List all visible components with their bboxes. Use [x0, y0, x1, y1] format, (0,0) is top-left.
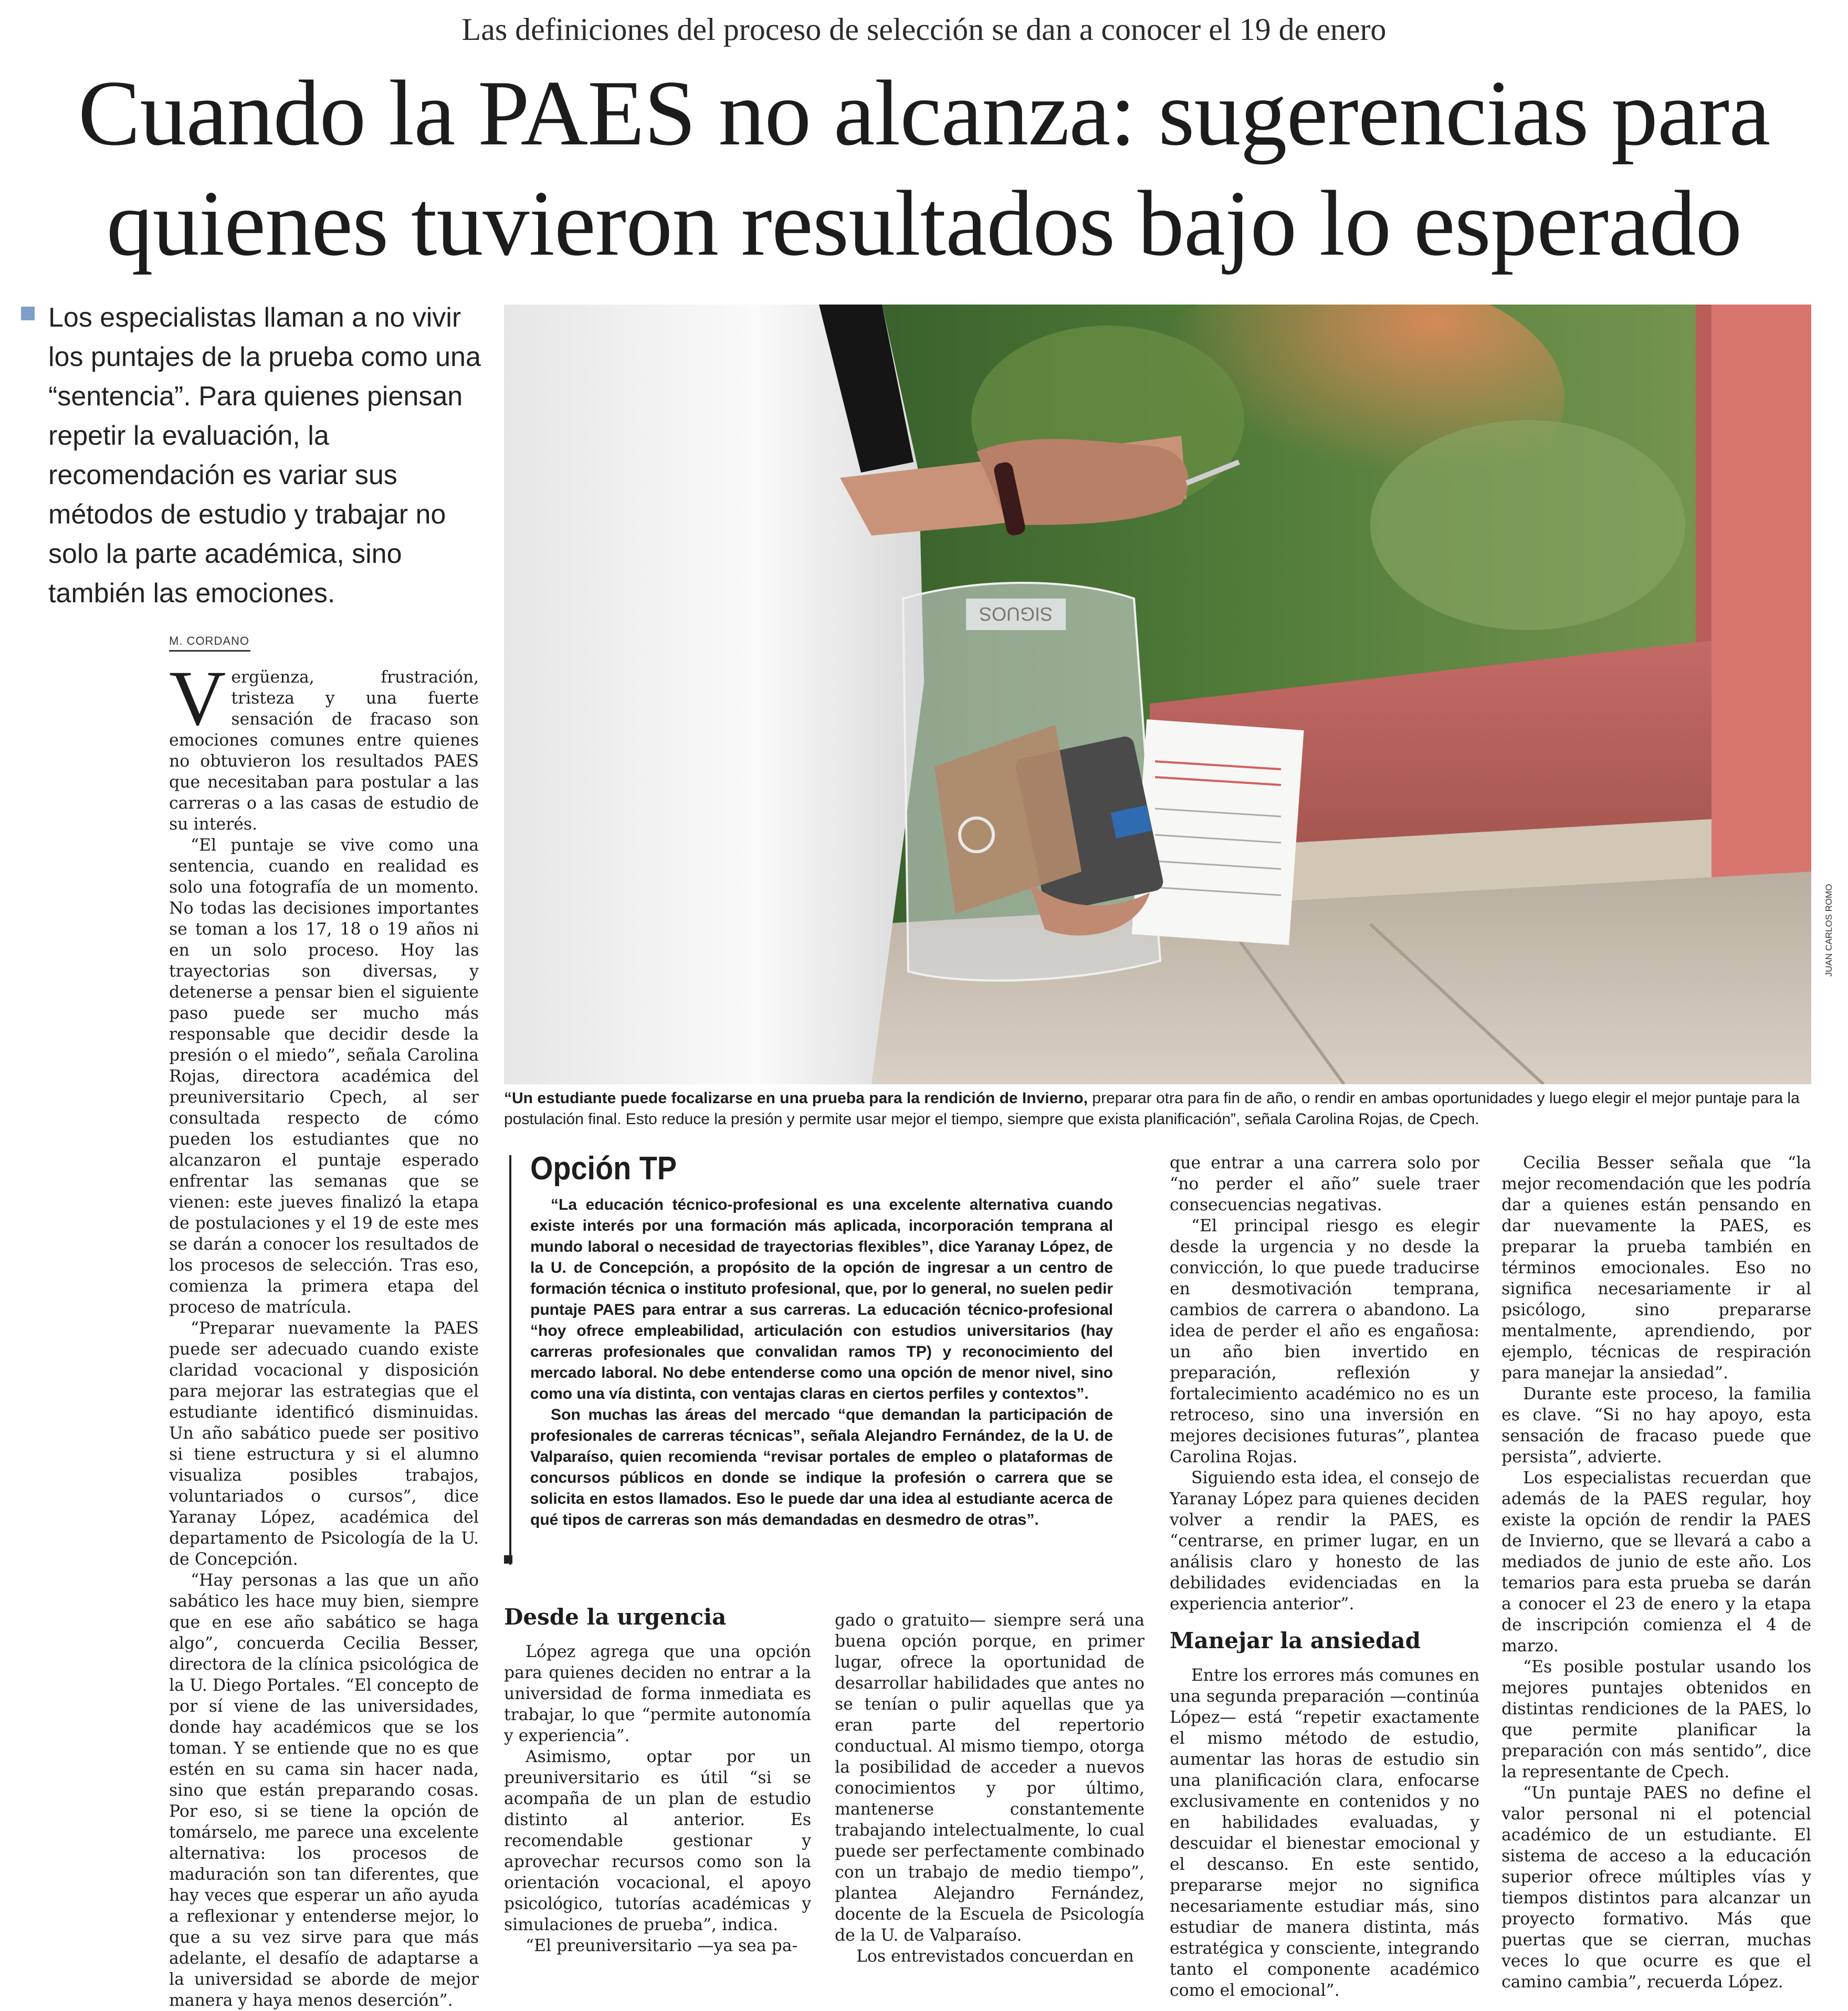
sidebar-title: Opción TP — [530, 1150, 677, 1187]
paragraph: Son muchas las áreas del mercado “que demandan la participación de profesionales de carreras técnicas”, señala Alejandro Fernández, de la U. de Valparaíso, quien recomienda “revisar portales de empleo o plataformas de concursos públicos en donde se indique la profesión o carrera que se solicita en estos llamados. Eso le puede dar una idea al estudiante acerca de qué tipos de carreras son más demandadas en desmedro de otras”. — [530, 1406, 1113, 1528]
paragraph: Los entrevistados concuerdan en — [856, 1947, 1134, 1966]
article-column-5 — [1502, 1153, 1811, 1993]
article-column-3 — [835, 1610, 1144, 1967]
headline — [21, 58, 1827, 278]
photo-caption — [504, 1088, 1811, 1130]
subhead-ansiedad: Manejar la ansiedad — [1170, 1628, 1421, 1653]
sidebar-text — [530, 1195, 1113, 1531]
paragraph: “La educación técnico-profesional es una excelente alternativa cuando existe interés por una formación más aplicada, incorporación temprana al mundo laboral o necesidad de trayectorias flexibles”, dice Yaranay López, de la U. de Concepción, a propósito de la opción de ingresar a un centro de formación técnica o instituto profesional, que, por lo general, no suelen pedir puntaje PAES para entrar a sus carreras. La educación técnico-profesional “hoy ofrece empleabilidad, articulación con estudios universitarios (hay carreras profesionales que convalidan ramos TP) y reconocimiento del mercado laboral. No debe entenderse como una opción de menor nivel, sino como una vía distinta, con ventajas claras en ciertos perfiles y contextos”. — [530, 1196, 1113, 1402]
article-column-4 — [1170, 1153, 1479, 2001]
paragraph: “El puntaje se vive como una sentencia, cuando en realidad es solo una fotografía de un momento. No todas las decisiones importantes se toman a los 17, 18 o 19 años ni en un solo proceso. Hoy las trayectorias son diversas, y detenerse a pensar bien el siguiente paso puede ser mucho más responsable que decidir desde la presión o el miedo”, señala Carolina Rojas, directora académica del preuniversitario Cpech, al ser consultada respecto de cómo pueden los estudiantes que no alcanzaron el puntaje esperado enfrentar las semanas que se vienen: este jueves finalizó la etapa de postulaciones y el 19 de este mes se darán a conocer los resultados de los procesos de selección. Tras eso, comienza la primera etapa del proceso de matrícula. — [169, 836, 479, 1317]
paragraph: “El principal riesgo es elegir desde la urgencia y no desde la convicción, lo que puede traducirse en desmotivación temprana, cambios de carrera o abandono. La idea de perder el año es engañosa: un año bien invertido en preparación, reflexión y fortalecimiento académico no es un retroceso, sino una inversión en mejores decisiones futuras”, plantea Carolina Rojas. — [1170, 1217, 1479, 1467]
paragraph: Entre los errores más comunes en una segunda preparación —continúa López— está “repetir exactamente el mismo método de estudio, aumentar las horas de estudio sin una planificación clara, enfocarse exclusivamente en contenidos y no en habilidades evaluadas, y descuidar el bienestar emocional y el descanso. En este sentido, prepararse mejor no significa necesariamente estudiar más, sino estudiar de manera distinta, más estratégica y consciente, integrando tanto el componente académico como el emocional”. — [1170, 1666, 1479, 2000]
photo-credit: JUAN CARLOS ROMO — [1824, 884, 1834, 977]
bag-label: SIGUOS — [979, 603, 1053, 625]
paragraph: “Preparar nuevamente la PAES puede ser adecuado cuando existe claridad vocacional y disposición para mejorar las estrategias que el estudiante identificó disminuidas. Un año sabático puede ser positivo si tiene estructura y si el alumno visualiza posibles trabajos, voluntariados o cursos”, dice Yaranay López, académica del departamento de Psicología de la U. de Concepción. — [169, 1319, 479, 1569]
paragraph: “Hay personas a las que un año sabático les hace muy bien, siempre que en ese año sabático se haga algo”, concuerda Cecilia Besser, directora de la clínica psicológica de la U. Diego Portales. “El concepto de por sí viene de las universidades, donde hay académicos que se los toman. Y se entiende que no es que estén en su cama sin hacer nada, sino que están preparando cosas. Por eso, si se tiene la opción de tomárselo, me parece una excelente alternativa: los procesos de maduración son tan diferentes, que hay veces que esperar un año ayuda a reflexionar y entenderse mejor, lo que a su vez sirve para que más adelante, el desafío de adaptarse a la universidad se aborde de mejor manera y haya menos deserción”. — [169, 1571, 479, 2010]
paragraph: gado o gratuito— siempre será una buena opción porque, en primer lugar, ofrece la oportunidad de desarrollar habilidades que antes no se tenían o pulir aquellas que ya eran parte del repertorio conductual. Al mismo tiempo, otorga la posibilidad de acceder a nuevos conocimientos y por último, mantenerse constantemente trabajando intelectualmente, lo cual puede ser perfectamente combinado con un trabajo de medio tiempo”, plantea Alejandro Fernández, docente de la Escuela de Psicología de la U. de Valparaíso. — [835, 1611, 1144, 1945]
caption-rest: preparar otra para fin de año, o rendir en ambas oportunidades y luego elegir el mejor puntaje para la postulación final. Esto reduce la presión y permite usar mejor el tiempo, siempre que exista planificación”, señala Carolina Rojas, de Cpech. — [504, 1090, 1800, 1128]
sidebar-rule — [509, 1155, 511, 1565]
byline: M. CORDANO — [169, 634, 249, 647]
paragraph: Cecilia Besser señala que “la mejor recomendación que les podría dar a quienes están pensando en dar nuevamente la PAES, es preparar la prueba también en términos emocionales. Eso no significa necesariamente ir al psicólogo, sino prepararse mentalmente, aprendiendo, por ejemplo, técnicas de respiración para manejar la ansiedad”. — [1502, 1154, 1811, 1382]
news-photo — [504, 305, 1811, 1084]
article-column-2 — [504, 1604, 811, 1956]
paragraph: Los especialistas recuerdan que además de la PAES regular, hoy existe la opción de rendir la PAES de Invierno, que se llevará a cabo a mediados de junio de este año. Los temarios para esta prueba se darán a conocer el 23 de enero y la etapa de inscripción comienza el 4 de marzo. — [1502, 1469, 1811, 1656]
end-square-icon — [504, 1555, 512, 1564]
paragraph: “El preuniversitario —ya sea pa- — [525, 1936, 798, 1955]
subhead-urgencia: Desde la urgencia — [504, 1604, 727, 1630]
headline-line-1: Cuando la PAES no alcanza: sugerencias para — [78, 61, 1770, 165]
paragraph: Durante este proceso, la familia es clave. “Si no hay apoyo, esta sensación de fracaso puede que persista”, advierte. — [1502, 1385, 1811, 1467]
student-with-bag-photo — [504, 305, 1811, 1084]
paragraph: “Es posible postular usando los mejores puntajes obtenidos en distintas rendiciones de la PAES, lo que permite planificar la preparación con más sentido”, dice la representante de Cpech. — [1502, 1658, 1811, 1782]
lead-summary — [21, 298, 483, 613]
paragraph: Siguiendo esta idea, el consejo de Yaranay López para quienes deciden volver a rendir la PAES, es “centrarse, en primer lugar, en un análisis claro y honesto de las debilidades evidenciadas en la experiencia anterior”. — [1170, 1469, 1479, 1614]
paragraph: “Un puntaje PAES no define el valor personal ni el potencial académico de un estudiante. El sistema de acceso a la educación superior ofrece múltiples vías y tiempos distintos para alcanzar un proyecto formativo. Más que puertas que se cierran, muchas veces lo que ocurre es que el camino cambia”, recuerda López. — [1502, 1784, 1811, 1992]
paragraph: que entrar a una carrera solo por “no perder el año” suele traer consecuencias negativas. — [1170, 1154, 1479, 1214]
lead-text: Los especialistas llaman a no vivir los puntajes de la prueba como una “sentencia”. Para quienes piensan repetir la evaluación, la recomendación es variar sus métodos de estudio y trabajar no solo la parte académica, sino también las emociones. — [48, 302, 481, 609]
paragraph: Asimismo, optar por un preuniversitario es útil “si se acompaña de un plan de estudio distinto al anterior. Es recomendable gestionar y aprovechar recursos como son la orientación vocacional, el apoyo psicológico, tutorías académicas y simulaciones de prueba”, indica. — [504, 1747, 811, 1934]
byline-rule — [169, 650, 250, 652]
paragraph: Vergüenza, frustración, tristeza y una fuerte sensación de fracaso son emociones comunes entre quienes no obtuvieron los resultados PAES que necesitaban para postular a las carreras o a las casas de estudio de su interés. — [169, 655, 479, 834]
kicker: Las definiciones del proceso de selección se dan a conocer el 19 de enero — [461, 12, 1387, 47]
square-bullet-icon — [21, 307, 35, 320]
caption-bold: “Un estudiante puede focalizarse en una prueba para la rendición de Invierno, — [504, 1090, 1088, 1107]
headline-line-2: quienes tuvieron resultados bajo lo esperado — [106, 171, 1742, 275]
paragraph: López agrega que una opción para quienes deciden no entrar a la universidad de forma inmediata es trabajar, lo que “permite autonomía y experiencia”. — [504, 1642, 811, 1745]
drop-cap: V — [169, 655, 226, 742]
article-column-1 — [169, 655, 479, 2011]
